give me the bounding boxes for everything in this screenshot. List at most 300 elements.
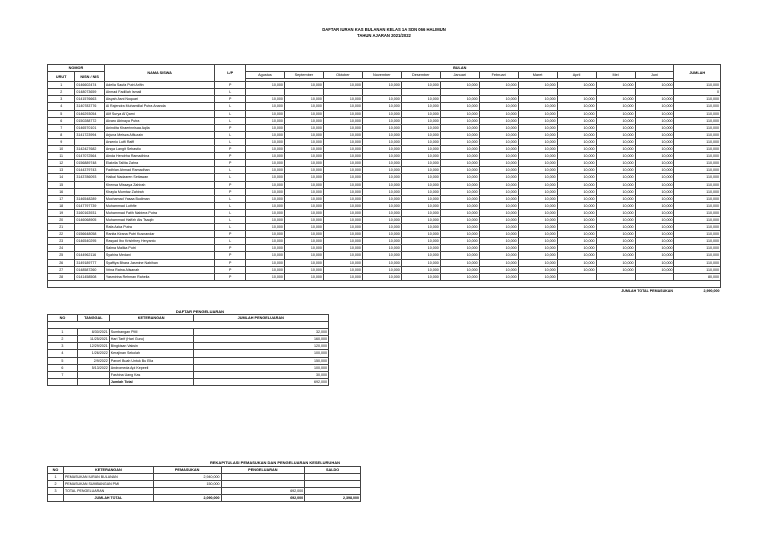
cell-month-value: 10,000 xyxy=(596,138,635,145)
header-month-februari: Februari xyxy=(479,72,518,79)
cell-month-value: 10,000 xyxy=(635,188,674,195)
table-row xyxy=(48,238,721,245)
cell-month-value: 10,000 xyxy=(245,266,284,273)
cell-urut: 7 xyxy=(48,124,75,131)
header-month-agustus: Agustus xyxy=(245,72,284,79)
cell-month-value: 10,000 xyxy=(479,138,518,145)
table-row xyxy=(48,188,721,195)
table-row xyxy=(48,209,721,216)
cell-total: 110,000 xyxy=(674,252,721,259)
cell-month-value: 10,000 xyxy=(557,231,596,238)
cell-month-value: 10,000 xyxy=(323,266,362,273)
cell-month-value: 10,000 xyxy=(518,238,557,245)
cell-month-value: 10,000 xyxy=(284,96,323,103)
cell-lp: L xyxy=(215,117,246,124)
cell-month-value: 10,000 xyxy=(362,216,401,223)
table-row xyxy=(48,336,329,343)
cell-month-value: 10,000 xyxy=(362,96,401,103)
cell-month-value: 10,000 xyxy=(323,138,362,145)
cell-month-value: 10,000 xyxy=(440,195,479,202)
cell-nisn: 3149189777 xyxy=(75,259,104,266)
cell-urut: 18 xyxy=(48,202,75,209)
cell-month-value: 10,000 xyxy=(323,238,362,245)
cell-month-value: 10,000 xyxy=(635,252,674,259)
rekap-cell-no: 3 xyxy=(48,488,64,495)
cell-month-value: 10,000 xyxy=(323,245,362,252)
header-nisn: NISN / NIS xyxy=(75,72,104,82)
cell-month-value: 10,000 xyxy=(245,273,284,280)
cell-month-value: 10,000 xyxy=(518,117,557,124)
cell-month-value: 10,000 xyxy=(401,273,440,280)
cell-month-value: 10,000 xyxy=(362,195,401,202)
cell-urut: 13 xyxy=(48,167,75,174)
peng-cell-jumlah: 120,000 xyxy=(193,343,328,350)
cell-urut: 10 xyxy=(48,146,75,153)
cell-nisn: 0146570101 xyxy=(75,124,104,131)
cell-month-value: 10,000 xyxy=(323,110,362,117)
rekap-header-no: NO xyxy=(48,467,64,474)
peng-cell-jumlah: 30,000 xyxy=(193,371,328,378)
cell-month-value: 10,000 xyxy=(635,209,674,216)
cell-month-value: 10,000 xyxy=(635,110,674,117)
cell-month-value: 10,000 xyxy=(596,231,635,238)
cell-total: 110,000 xyxy=(674,160,721,167)
cell-nama: Adelia Saufa Putri Arifin xyxy=(104,82,215,89)
table-row xyxy=(48,273,721,280)
cell-nama: Salma Malika Putri xyxy=(104,245,215,252)
cell-month-value: 10,000 xyxy=(245,174,284,181)
cell-month-value: 10,000 xyxy=(518,245,557,252)
table-row xyxy=(48,96,721,103)
cell-nama: Ranita Kirana Putri Kusnandar xyxy=(104,231,215,238)
cell-month-value: 10,000 xyxy=(596,103,635,110)
cell-total: 110,000 xyxy=(674,146,721,153)
cell-month-value: 10,000 xyxy=(557,153,596,160)
cell-total: 110,000 xyxy=(674,216,721,223)
rekap-cell-pengeluaran xyxy=(221,474,305,481)
cell-month-value: 10,000 xyxy=(284,188,323,195)
table-row xyxy=(48,124,721,131)
cell-month-value: 10,000 xyxy=(401,252,440,259)
cell-nama: Muchamad Yasaa Budiman xyxy=(104,195,215,202)
cell-month-value: 10,000 xyxy=(518,266,557,273)
peng-cell-tanggal: 1/26/2022 xyxy=(77,350,109,357)
cell-lp: P xyxy=(215,82,246,89)
jumlah-total-value: 2,990,000 xyxy=(703,288,720,293)
peng-blank-row xyxy=(48,322,329,329)
cell-lp: P xyxy=(215,96,246,103)
cell-nama: Alif Surya Al'Qarni xyxy=(104,110,215,117)
cell-month-value: 10,000 xyxy=(401,138,440,145)
peng-cell-no: 3 xyxy=(48,343,78,350)
cell-month-value: 10,000 xyxy=(245,195,284,202)
cell-month-value: 10,000 xyxy=(596,245,635,252)
table-row xyxy=(48,138,721,145)
cell-urut: 14 xyxy=(48,174,75,181)
cell-urut: 24 xyxy=(48,245,75,252)
table-row xyxy=(48,252,721,259)
cell-urut: 27 xyxy=(48,266,75,273)
peng-cell-keterangan: Parcel Buah Untuk Bu Ella xyxy=(109,357,193,364)
cell-month-value: 10,000 xyxy=(596,209,635,216)
cell-month-value: 10,000 xyxy=(440,209,479,216)
cell-month-value: 10,000 xyxy=(557,259,596,266)
table-row xyxy=(48,160,721,167)
peng-cell-no: 6 xyxy=(48,364,78,371)
cell-month-value: 10,000 xyxy=(479,209,518,216)
cell-lp: L xyxy=(215,174,246,181)
peng-total-cell xyxy=(48,378,78,385)
cell-month-value: 10,000 xyxy=(245,146,284,153)
cell-nama: Arsya Langit Sebastio xyxy=(104,146,215,153)
rekap-table xyxy=(47,466,361,502)
cell-month-value: 10,000 xyxy=(401,231,440,238)
cell-month-value: 10,000 xyxy=(284,167,323,174)
cell-month-value xyxy=(284,89,323,96)
cell-month-value: 10,000 xyxy=(596,146,635,153)
cell-month-value: 10,000 xyxy=(557,131,596,138)
table-row xyxy=(48,371,329,378)
peng-cell-tanggal: 12/29/2021 xyxy=(77,343,109,350)
cell-nama: Syahira Medani xyxy=(104,252,215,259)
cell-month-value: 10,000 xyxy=(479,273,518,280)
cell-month-value: 10,000 xyxy=(518,174,557,181)
rekap-total-pengeluaran: 692,000 xyxy=(221,495,305,502)
cell-urut: 17 xyxy=(48,195,75,202)
cell-urut: 16 xyxy=(48,188,75,195)
rekap-total-pemasukan: 2,090,000 xyxy=(153,495,221,502)
cell-month-value: 10,000 xyxy=(440,259,479,266)
cell-month-value: 10,000 xyxy=(479,82,518,89)
peng-cell-no: 4 xyxy=(48,350,78,357)
cell-month-value xyxy=(518,89,557,96)
cell-month-value: 10,000 xyxy=(401,266,440,273)
cell-nisn xyxy=(75,138,104,145)
rekap-cell-saldo xyxy=(305,488,361,495)
cell-month-value: 10,000 xyxy=(635,266,674,273)
cell-nama: Khayla Mumtaz Zahirah xyxy=(104,188,215,195)
cell-month-value: 10,000 xyxy=(362,160,401,167)
iuran-table xyxy=(47,64,721,294)
cell-month-value: 10,000 xyxy=(284,174,323,181)
table-row xyxy=(48,153,721,160)
title-line-2: TAHUN AJARAN 2021/2022 xyxy=(357,33,411,38)
cell-month-value: 10,000 xyxy=(518,273,557,280)
cell-month-value: 10,000 xyxy=(362,209,401,216)
cell-month-value: 10,000 xyxy=(479,124,518,131)
peng-cell-keterangan: Bingkisan Vaksin xyxy=(109,343,193,350)
cell-month-value: 10,000 xyxy=(518,216,557,223)
cell-month-value: 10,000 xyxy=(362,202,401,209)
cell-month-value: 10,000 xyxy=(557,195,596,202)
cell-total: 110,000 xyxy=(674,202,721,209)
cell-month-value: 10,000 xyxy=(596,266,635,273)
cell-month-value: 10,000 xyxy=(401,82,440,89)
cell-month-value: 10,000 xyxy=(284,231,323,238)
cell-month-value: 10,000 xyxy=(401,117,440,124)
cell-total: 110,000 xyxy=(674,153,721,160)
cell-month-value: 10,000 xyxy=(518,153,557,160)
table-row xyxy=(48,167,721,174)
cell-nisn: 0144379743 xyxy=(75,167,104,174)
cell-lp: P xyxy=(215,252,246,259)
pengeluaran-table xyxy=(47,314,329,386)
cell-month-value: 10,000 xyxy=(323,188,362,195)
header-month-maret: Maret xyxy=(518,72,557,79)
cell-nisn: 0150288772 xyxy=(75,117,104,124)
cell-month-value: 10,000 xyxy=(635,181,674,188)
cell-month-value: 10,000 xyxy=(401,103,440,110)
cell-month-value: 10,000 xyxy=(362,231,401,238)
cell-urut: 23 xyxy=(48,238,75,245)
cell-month-value: 10,000 xyxy=(401,238,440,245)
cell-lp: L xyxy=(215,103,246,110)
cell-nisn: 0146068905 xyxy=(75,216,104,223)
peng-header-tanggal: TANGGAL xyxy=(77,315,109,322)
cell-nama: Aisyah Asni Noquari xyxy=(104,96,215,103)
cell-month-value: 10,000 xyxy=(362,146,401,153)
cell-month-value: 10,000 xyxy=(323,160,362,167)
cell-lp: P xyxy=(215,146,246,153)
cell-total: 110,000 xyxy=(674,82,721,89)
cell-month-value: 10,000 xyxy=(362,245,401,252)
cell-month-value: 10,000 xyxy=(284,224,323,231)
cell-nisn: 3143786093 xyxy=(75,174,104,181)
peng-cell-keterangan: Sumbangan PMI xyxy=(109,329,193,336)
rekap-header-saldo: SALDO xyxy=(305,467,361,474)
cell-month-value: 10,000 xyxy=(245,238,284,245)
cell-nama: Arjuna Meisza Alfiuzain xyxy=(104,131,215,138)
cell-month-value: 10,000 xyxy=(635,167,674,174)
cell-nisn: 0146602474 xyxy=(75,82,104,89)
cell-nama: Haikal Nadzaren Setiawan xyxy=(104,174,215,181)
cell-month-value: 10,000 xyxy=(518,188,557,195)
rekap-cell-keterangan: TOTAL PENGELUARAN xyxy=(63,488,153,495)
cell-total: 110,000 xyxy=(674,188,721,195)
table-row xyxy=(48,82,721,89)
cell-nisn: 3141723994 xyxy=(75,131,104,138)
cell-urut: 4 xyxy=(48,103,75,110)
cell-total: 110,000 xyxy=(674,167,721,174)
cell-lp: L xyxy=(215,131,246,138)
cell-month-value: 10,000 xyxy=(362,188,401,195)
cell-lp: L xyxy=(215,209,246,216)
cell-nama: Rasyad Ibo Krishthey Heryanto xyxy=(104,238,215,245)
cell-nama: Fadhlan Ahmad Ramadhan xyxy=(104,167,215,174)
cell-month-value: 10,000 xyxy=(284,216,323,223)
cell-nisn: 0156889748 xyxy=(75,160,104,167)
peng-header-no: NO xyxy=(48,315,78,322)
cell-month-value: 10,000 xyxy=(323,273,362,280)
cell-month-value: 10,000 xyxy=(440,124,479,131)
peng-header-jumlah: JUMLAH PENGELUARAN xyxy=(193,315,328,322)
rekap-total-saldo: 2,398,000 xyxy=(305,495,361,502)
cell-month-value: 10,000 xyxy=(440,238,479,245)
cell-month-value: 10,000 xyxy=(635,238,674,245)
cell-month-value: 10,000 xyxy=(284,124,323,131)
cell-month-value: 10,000 xyxy=(401,110,440,117)
peng-cell-no: 2 xyxy=(48,336,78,343)
cell-month-value: 10,000 xyxy=(323,181,362,188)
cell-month-value: 10,000 xyxy=(245,103,284,110)
cell-month-value: 10,000 xyxy=(245,124,284,131)
cell-urut: 15 xyxy=(48,181,75,188)
peng-cell-tanggal: 2/9/2022 xyxy=(77,357,109,364)
cell-total: 110,000 xyxy=(674,231,721,238)
cell-month-value: 10,000 xyxy=(284,245,323,252)
table-row xyxy=(48,89,721,96)
cell-month-value: 10,000 xyxy=(635,259,674,266)
rekap-cell-saldo xyxy=(305,481,361,488)
cell-month-value: 10,000 xyxy=(635,117,674,124)
cell-month-value: 10,000 xyxy=(323,209,362,216)
rekap-cell-pemasukan xyxy=(153,488,221,495)
cell-month-value: 10,000 xyxy=(323,252,362,259)
cell-month-value: 10,000 xyxy=(401,209,440,216)
cell-lp: P xyxy=(215,124,246,131)
cell-month-value: 10,000 xyxy=(518,146,557,153)
cell-month-value: 10,000 xyxy=(557,181,596,188)
table-row xyxy=(48,103,721,110)
cell-month-value: 10,000 xyxy=(362,167,401,174)
cell-month-value: 10,000 xyxy=(284,103,323,110)
cell-month-value: 10,000 xyxy=(362,110,401,117)
cell-month-value: 10,000 xyxy=(596,117,635,124)
cell-lp: P xyxy=(215,188,246,195)
cell-month-value: 10,000 xyxy=(401,96,440,103)
rekap-header-ket: KETERANGAN xyxy=(63,467,153,474)
cell-urut: 11 xyxy=(48,153,75,160)
table-row xyxy=(48,117,721,124)
cell-nisn: 3160163931 xyxy=(75,209,104,216)
table-row xyxy=(48,488,361,495)
cell-month-value: 10,000 xyxy=(284,202,323,209)
cell-lp: L xyxy=(215,238,246,245)
table-row xyxy=(48,259,721,266)
cell-month-value: 10,000 xyxy=(479,216,518,223)
cell-month-value: 10,000 xyxy=(479,266,518,273)
cell-month-value: 10,000 xyxy=(479,117,518,124)
cell-total: 110,000 xyxy=(674,181,721,188)
cell-month-value: 10,000 xyxy=(479,167,518,174)
cell-month-value: 10,000 xyxy=(518,224,557,231)
peng-cell-jumlah: 100,000 xyxy=(193,364,328,371)
cell-month-value: 10,000 xyxy=(284,273,323,280)
cell-month-value xyxy=(479,89,518,96)
cell-month-value xyxy=(596,89,635,96)
rekap-cell-no: 1 xyxy=(48,474,64,481)
cell-total: 110,000 xyxy=(674,103,721,110)
cell-month-value: 10,000 xyxy=(557,103,596,110)
cell-lp: P xyxy=(215,153,246,160)
peng-cell-jumlah: 100,000 xyxy=(193,350,328,357)
cell-nisn xyxy=(75,181,104,188)
cell-lp: L xyxy=(215,89,246,96)
cell-lp: L xyxy=(215,202,246,209)
cell-month-value: 10,000 xyxy=(479,231,518,238)
cell-month-value: 10,000 xyxy=(284,131,323,138)
table-row xyxy=(48,131,721,138)
cell-month-value: 10,000 xyxy=(557,238,596,245)
cell-lp: P xyxy=(215,245,246,252)
cell-lp: P xyxy=(215,231,246,238)
cell-month-value: 10,000 xyxy=(284,259,323,266)
cell-month-value: 10,000 xyxy=(401,131,440,138)
cell-month-value: 10,000 xyxy=(362,273,401,280)
header-month-juni: Juni xyxy=(635,72,674,79)
cell-month-value: 10,000 xyxy=(596,82,635,89)
cell-month-value: 10,000 xyxy=(479,131,518,138)
cell-month-value: 10,000 xyxy=(518,160,557,167)
cell-month-value: 10,000 xyxy=(557,138,596,145)
cell-month-value: 10,000 xyxy=(284,181,323,188)
table-row xyxy=(48,195,721,202)
peng-cell-keterangan: Andromeda Api Kepeeli xyxy=(109,364,193,371)
cell-month-value: 10,000 xyxy=(401,216,440,223)
cell-month-value xyxy=(596,273,635,280)
header-month-april: April xyxy=(557,72,596,79)
cell-month-value: 10,000 xyxy=(518,167,557,174)
cell-month-value: 10,000 xyxy=(518,82,557,89)
cell-month-value: 10,000 xyxy=(245,245,284,252)
header-month-januari: Januari xyxy=(440,72,479,79)
cell-month-value: 10,000 xyxy=(245,216,284,223)
cell-month-value xyxy=(362,89,401,96)
cell-month-value: 10,000 xyxy=(401,174,440,181)
cell-month-value: 10,000 xyxy=(362,82,401,89)
cell-total: 110,000 xyxy=(674,209,721,216)
cell-nisn: 0141458508 xyxy=(75,273,104,280)
cell-month-value xyxy=(245,89,284,96)
cell-month-value: 10,000 xyxy=(440,131,479,138)
cell-month-value: 10,000 xyxy=(401,188,440,195)
cell-urut: 9 xyxy=(48,138,75,145)
cell-nisn: 0156648058 xyxy=(75,231,104,238)
cell-month-value: 10,000 xyxy=(635,224,674,231)
cell-month-value: 10,000 xyxy=(596,181,635,188)
cell-total: 80,000 xyxy=(674,273,721,280)
cell-month-value: 10,000 xyxy=(596,96,635,103)
cell-urut: 21 xyxy=(48,224,75,231)
cell-month-value: 10,000 xyxy=(596,188,635,195)
peng-cell-keterangan: Hari Tarif (Hari Guru) xyxy=(109,336,193,343)
cell-month-value: 10,000 xyxy=(479,110,518,117)
cell-month-value xyxy=(401,89,440,96)
cell-month-value: 10,000 xyxy=(323,216,362,223)
cell-urut: 19 xyxy=(48,209,75,216)
peng-cell-keterangan: Fashina Uang Kas xyxy=(109,371,193,378)
cell-total: 110,000 xyxy=(674,195,721,202)
cell-month-value: 10,000 xyxy=(479,245,518,252)
cell-month-value: 10,000 xyxy=(323,195,362,202)
peng-cell-tanggal xyxy=(77,371,109,378)
cell-month-value: 10,000 xyxy=(557,160,596,167)
peng-total-label: Jumlah Total xyxy=(109,378,193,385)
table-row xyxy=(48,364,329,371)
cell-month-value: 10,000 xyxy=(557,188,596,195)
cell-month-value: 10,000 xyxy=(635,202,674,209)
cell-month-value: 10,000 xyxy=(440,153,479,160)
cell-month-value: 10,000 xyxy=(245,167,284,174)
cell-lp: L xyxy=(215,138,246,145)
cell-lp: L xyxy=(215,195,246,202)
cell-month-value: 10,000 xyxy=(440,96,479,103)
cell-total: 110,000 xyxy=(674,138,721,145)
cell-month-value: 10,000 xyxy=(440,181,479,188)
cell-urut: 12 xyxy=(48,160,75,167)
cell-month-value: 10,000 xyxy=(557,224,596,231)
header-nomor: NOMOR xyxy=(48,65,105,72)
